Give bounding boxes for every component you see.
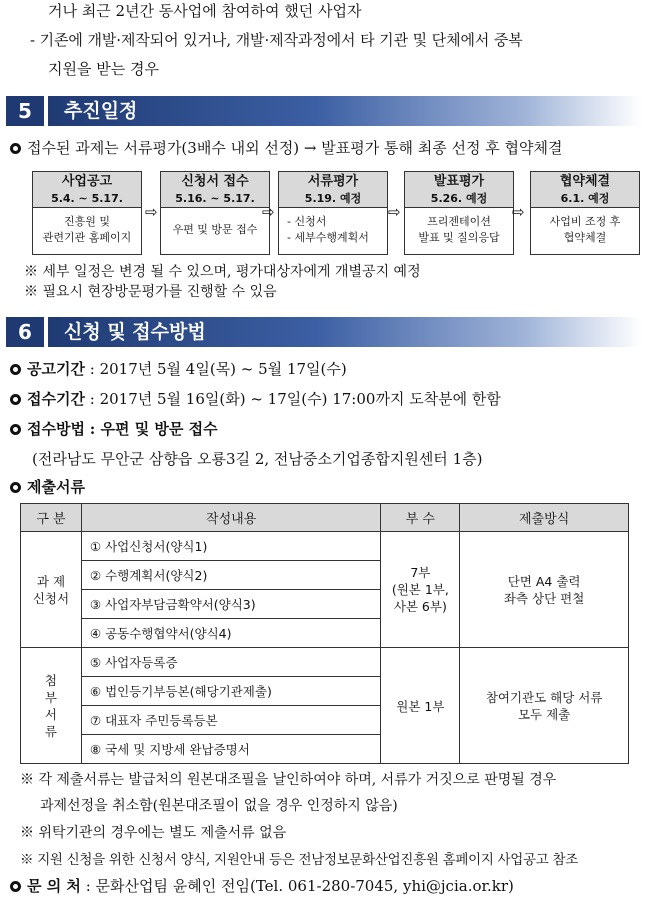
intro-line-3: 지원을 받는 경우 xyxy=(48,60,159,78)
schedule-step-document-review: 서류평가 5.19. 예정 - 신청서 - 세부수행계획서 xyxy=(278,171,388,255)
table-row xyxy=(21,532,629,561)
bullet-icon xyxy=(10,424,21,435)
intro-line-1: 거나 최근 2년간 동사업에 참여하여 했던 사업자 xyxy=(48,2,362,20)
document-item: ⑦ 대표자 주민등록등본 xyxy=(81,706,380,735)
copies-attachments: 원본 1부 xyxy=(381,648,460,764)
schedule-lead: 접수된 과제는 서류평가(3배수 내외 선정) → 발표평가 통해 최종 선정 후 협약체결 xyxy=(10,138,562,158)
bullet-icon xyxy=(10,881,21,892)
document-note-2: ※ 위탁기관의 경우에는 별도 제출서류 없음 xyxy=(20,825,287,841)
section-5-header xyxy=(6,96,642,126)
section-6-number: 6 xyxy=(6,317,44,347)
receipt-address: (전라남도 무안군 삼향읍 오룡3길 2, 전남중소기업종합지원센터 1층) xyxy=(32,450,483,468)
announce-period: 공고기간 : 2017년 5월 4일(목) ~ 5월 17일(수) xyxy=(10,359,347,379)
method-application: 단면 A4 출력 좌측 상단 편철 xyxy=(460,532,629,648)
bullet-icon xyxy=(10,394,21,405)
document-item: ④ 공동수행협약서(양식4) xyxy=(81,619,380,648)
group-attachments: 첨 부 서 류 xyxy=(21,648,82,764)
document-note-1-cont: 과제선정을 취소함(원본대조필이 없을 경우 인정하지 않음) xyxy=(40,798,398,814)
document-item: ② 수행계획서(양식2) xyxy=(81,561,380,590)
document-item: ⑥ 법인등기부등본(해당기관제출) xyxy=(81,677,380,706)
section-5-number: 5 xyxy=(6,96,44,126)
document-item: ① 사업신청서(양식1) xyxy=(81,532,380,561)
bullet-icon xyxy=(10,364,21,375)
schedule-step-presentation: 발표평가 5.26. 예정 프리젠테이션 발표 및 질의응답 xyxy=(404,171,514,255)
copies-application: 7부 (원본 1부, 사본 6부) xyxy=(381,532,460,648)
documents-heading: 제출서류 xyxy=(10,477,85,497)
header-method: 제출방식 xyxy=(460,504,629,532)
section-6-title: 신청 및 접수방법 xyxy=(48,317,642,347)
header-copies: 부 수 xyxy=(381,504,460,532)
receipt-method: 접수방법 : 우편 및 방문 접수 xyxy=(10,419,218,439)
schedule-step-application: 신청서 접수 5.16. ~ 5.17. 우편 및 방문 접수 xyxy=(160,171,270,255)
arrow-icon: ⇨ xyxy=(262,203,275,221)
document-note-3: ※ 지원 신청을 위한 신청서 양식, 지원안내 등은 전남정보문화산업진흥원 홈페이지 사업공고 참조 xyxy=(20,852,578,868)
contact-line: 문 의 처 : 문화산업팀 윤혜인 전임(Tel. 061-280-7045, yhi@jcia.or.kr) xyxy=(10,876,514,896)
document-note-1: ※ 각 제출서류는 발급처의 원본대조필을 날인하여야 하며, 서류가 거짓으로 판명될 경우 xyxy=(20,772,557,788)
bullet-icon xyxy=(10,482,21,493)
schedule-note-1: ※ 세부 일정은 변경 될 수 있으며, 평가대상자에게 개별공지 예정 xyxy=(24,264,421,280)
receipt-period: 접수기간 : 2017년 5월 16일(화) ~ 17일(수) 17:00까지 도착분에 한함 xyxy=(10,389,501,409)
schedule-step-announce: 사업공고 5.4. ~ 5.17. 진흥원 및 관련기관 홈페이지 xyxy=(32,171,142,255)
intro-line-2: - 기존에 개발·제작되어 있거나, 개발·제작과정에서 타 기관 및 단체에서 중복 xyxy=(30,31,523,49)
schedule-step-agreement: 협약체결 6.1. 예정 사업비 조정 후 협약체결 xyxy=(530,171,640,255)
bullet-icon xyxy=(10,143,21,154)
arrow-icon: ⇨ xyxy=(145,203,158,221)
document-item: ⑤ 사업자등록증 xyxy=(81,648,380,677)
method-attachments: 참여기관도 해당 서류 모두 제출 xyxy=(460,648,629,764)
table-header-row xyxy=(21,504,629,532)
arrow-icon: ⇨ xyxy=(512,203,525,221)
schedule-note-2: ※ 필요시 현장방문평가를 진행할 수 있음 xyxy=(24,284,277,300)
header-category: 구 분 xyxy=(21,504,82,532)
header-content: 작성내용 xyxy=(81,504,380,532)
group-application: 과 제 신청서 xyxy=(21,532,82,648)
documents-table xyxy=(20,503,629,764)
arrow-icon: ⇨ xyxy=(388,203,401,221)
document-item: ③ 사업자부담금확약서(양식3) xyxy=(81,590,380,619)
table-row xyxy=(21,648,629,677)
section-6-header xyxy=(6,317,642,347)
document-item: ⑧ 국세 및 지방세 완납증명서 xyxy=(81,735,380,764)
section-5-title: 추진일정 xyxy=(48,96,642,126)
